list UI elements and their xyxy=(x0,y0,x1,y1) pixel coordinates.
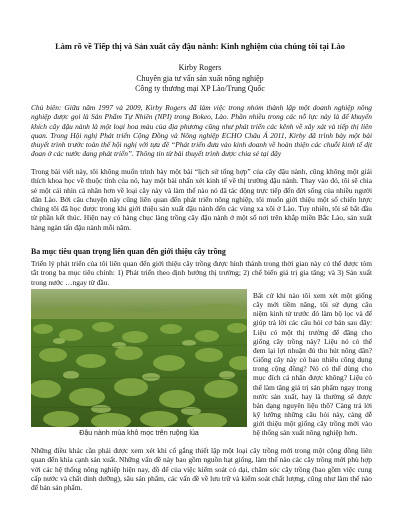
author-role: Chuyên gia tư vấn sản xuất nông nghiệp xyxy=(136,73,264,83)
author-company: Công ty thương mại XP Lào/Trung Quốc xyxy=(135,84,265,93)
intro-paragraph: Trong bài viết này, tôi không muốn trình bày một bài “lịch sử tổng hợp” của cây đậu nành, cũng không một giải thích khoa học về thuộc tính của nó, hay một bài nhấn xét kinh tế về thị trường đậu nành. Thay vào đó, tôi sẽ chia sẻ một cái nhìn cá nhân hơn về loại cây này và làm thế nào nó đã tác động trực tiếp đến đời sống của nhiều người dân Lào. Bởi câu chuyện này cũng liên quan đến phát triển nông nghiệp, tôi muốn giới thiệu một số chiến lược chúng tôi đã học được trong khi giới thiệu sản xuất đậu nành đến các vùng xa xôi ở Lào. Tuy nhiên, tôi sẽ bắt đầu từ phần kết thúc. Hiện nay có hàng chục làng trồng cây đậu nành ở một số nơi trên khắp miền Bắc Lào, sản xuất hàng ngàn tấn đậu nành mỗi năm. xyxy=(31,167,372,232)
figure-caption: Đậu nành mùa khô mọc trên ruộng lúa xyxy=(79,430,199,437)
section-heading: Ba mục tiêu quan trọng liên quan đến giới thiệu cây trồng xyxy=(31,247,226,256)
document-title: Làm rõ về Tiếp thị và Sản xuất cây đậu nành: Kinh nghiệm của chúng tôi tại Lào xyxy=(55,42,345,51)
closing-paragraph: Những điều khác cần phải được xem xét khi cố gắng thiết lập một loại cây trồng mới trong một cộng đồng liên quan đến khía cạnh sản xuất. Những vấn đề này bao gồm nguồn hạt giống, làm thế nào các cây trồng mới phù hợp với các hệ thống nông nghiệp hiện nay, đồ để của việc kiểm soát cỏ dại, chăm sóc cây trồng (bao gồm việc cung cấp nước và chất dinh dưỡng), sâu sản phẩm, các vấn đề về lưu trữ và kiểm soát chất lượng, cũng như làm thế nào để bán sản phẩm. xyxy=(31,446,372,493)
figure xyxy=(31,289,247,445)
section-lead-paragraph: Triển lý phát triển của tôi liên quan đến giới thiệu cây trồng được hình thành trong thời gian này có thể được tóm tắt trong ba mục tiêu chính: 1) Phát triển theo định hướng thị trường; 2) chế biến giá trị gia tăng; và 3) Sản xuất trong nước …ngay từ đầu. xyxy=(31,259,372,287)
editor-note: Chủ biên: Giữa năm 1997 và 2009, Kirby Rogers đã làm việc trong nhóm thành lập một doanh nghiệp nông nghiệp được gọi là Sản Phẩm Tự Nhiên (NPI) trong Bokeo, Lào. Phần nhiều trong các nỗ lực này là để khuyến khích cây đậu nành là một loại hoa màu của địa phương cũng như phát triển các kênh về xây xát và tiếp thị liên quan. Trong Hội nghị Phát triển Cộng Đồng và Nông nghiệp ECHO Châu Á 2011, Kirby đã trình bày một bài thuyết trình trước toàn thể hội nghị với tựa đề “Phát triển đưa vào kinh doanh về hoàn thiện các chuỗi kinh tế dịt đoan ở các nước đang phát triển”. Thông tin từ bài thuyết trình được chia sẻ tại đây xyxy=(31,103,372,159)
soybean-field-photo xyxy=(31,289,247,427)
author-block xyxy=(0,63,400,95)
author-name: Kirby Rogers xyxy=(178,63,222,72)
side-paragraph: Bất cứ khi nào tôi xem xét một giống cây mới tiềm năng, tôi sử dụng câu niệm kinh tử trước đó làm bộ lọc và để giúp trả lời các câu hỏi cơ bản sau đây: Liệu có một thị trường để đăng cho giống cây trồng này? Liệu nó có thể đem lại lợi nhuận đủ thu hút nông dân? Giống cây này có bao nhiêu công dụng trong cộng đồng? Nó có thể dùng cho mục đích cá nhân được không? Liệu có thể làm tăng giá trị sản phẩm ngay trong nước sản xuất, hay là thường sẽ được bán dạng nguyên liệu thô? Càng trả lời kỹ lưỡng những câu hỏi này, càng dễ giới thiệu một giống cây trồng mới vào hệ thống sản xuất nông nghiệp hơn. xyxy=(253,291,372,438)
